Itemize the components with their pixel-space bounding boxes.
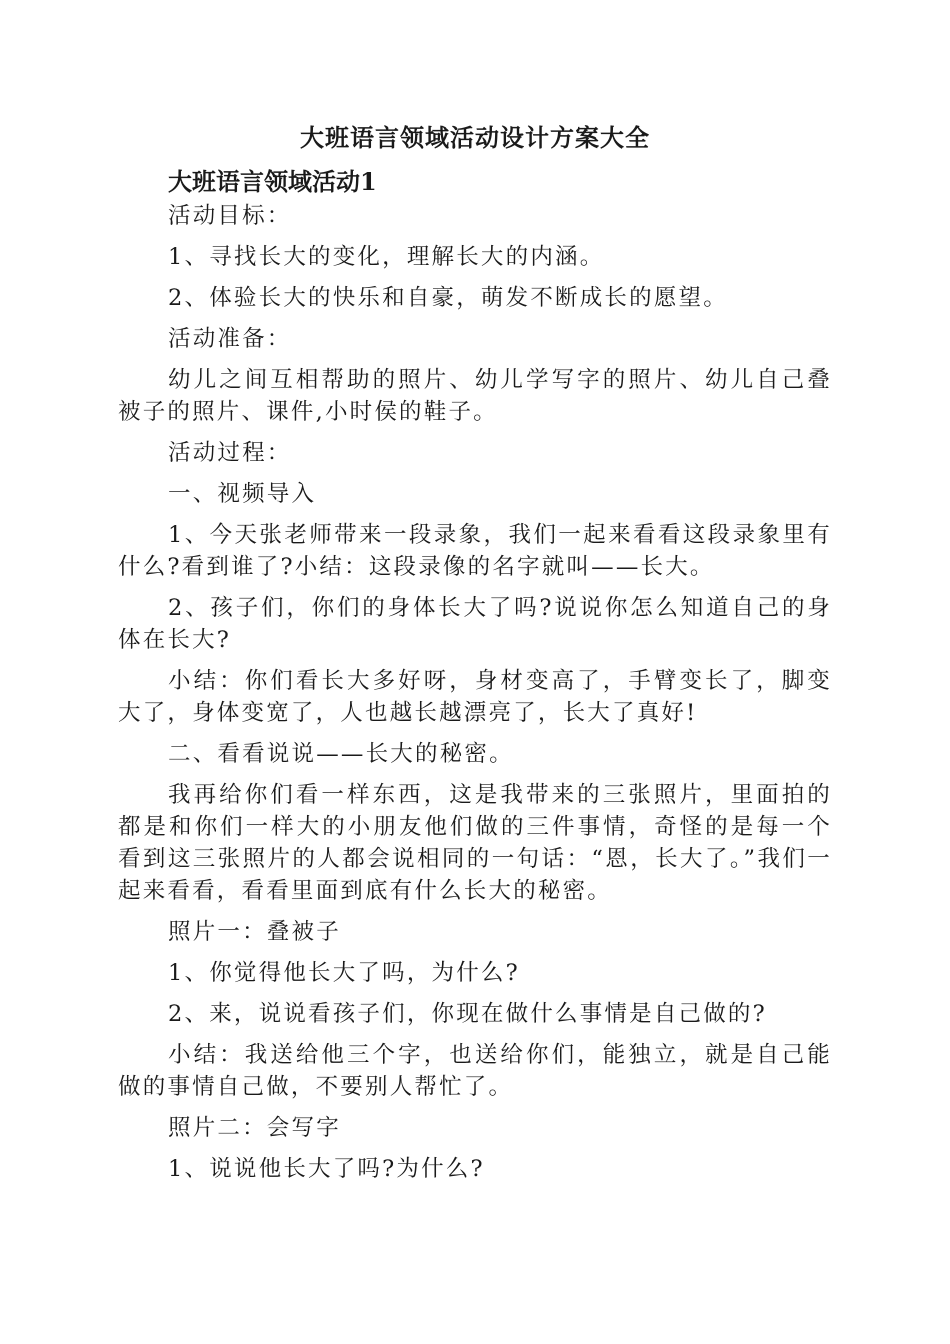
paragraph-preparation-heading: 活动准备： — [168, 326, 292, 352]
paragraph: 一、视频导入 — [168, 481, 317, 507]
paragraph: 小结：我送给他三个字，也送给你们，能独立，就是自己能做的事情自己做，不要别人帮忙了。 — [118, 1042, 832, 1100]
paragraph: 我再给你们看一样东西，这是我带来的三张照片，里面拍的都是和你们一样大的小朋友他们做的三件事情，奇怪的是每一个看到这三张照片的人都会说相同的一句话：“恩，长大了。”我们一起来看看，看看里面到底有什么长大的秘密。 — [118, 782, 832, 904]
paragraph: 2、来，说说看孩子们，你现在做什么事情是自己做的? — [168, 1001, 767, 1027]
paragraph: 二、看看说说——长大的秘密。 — [168, 741, 514, 767]
paragraph: 1、今天张老师带来一段录象，我们一起来看看这段录象里有什么?看到谁了?小结：这段录像的名字就叫——长大。 — [118, 522, 832, 580]
paragraph: 1、说说他长大了吗?为什么? — [168, 1156, 485, 1182]
paragraph: 照片二：会写字 — [168, 1115, 341, 1141]
paragraph: 2、孩子们，你们的身体长大了吗?说说你怎么知道自己的身体在长大? — [118, 595, 832, 653]
paragraph: 幼儿之间互相帮助的照片、幼儿学写字的照片、幼儿自己叠被子的照片、课件,小时侯的鞋子。 — [118, 367, 832, 425]
document-body — [118, 200, 832, 1194]
paragraph: 小结：你们看长大多好呀，身材变高了，手臂变长了，脚变大了，身体变宽了，人也越长越漂亮了，长大了真好! — [118, 668, 832, 726]
paragraph: 照片一：叠被子 — [168, 919, 341, 945]
paragraph-objectives-heading: 活动目标： — [168, 203, 292, 229]
paragraph: 2、体验长大的快乐和自豪，萌发不断成长的愿望。 — [168, 285, 728, 311]
section-heading: 大班语言领域活动1 — [168, 167, 377, 196]
document-title: 大班语言领域活动设计方案大全 — [300, 123, 650, 152]
paragraph: 1、你觉得他长大了吗，为什么? — [168, 960, 520, 986]
paragraph: 1、寻找长大的变化，理解长大的内涵。 — [168, 244, 605, 270]
paragraph-process-heading: 活动过程： — [168, 440, 292, 466]
